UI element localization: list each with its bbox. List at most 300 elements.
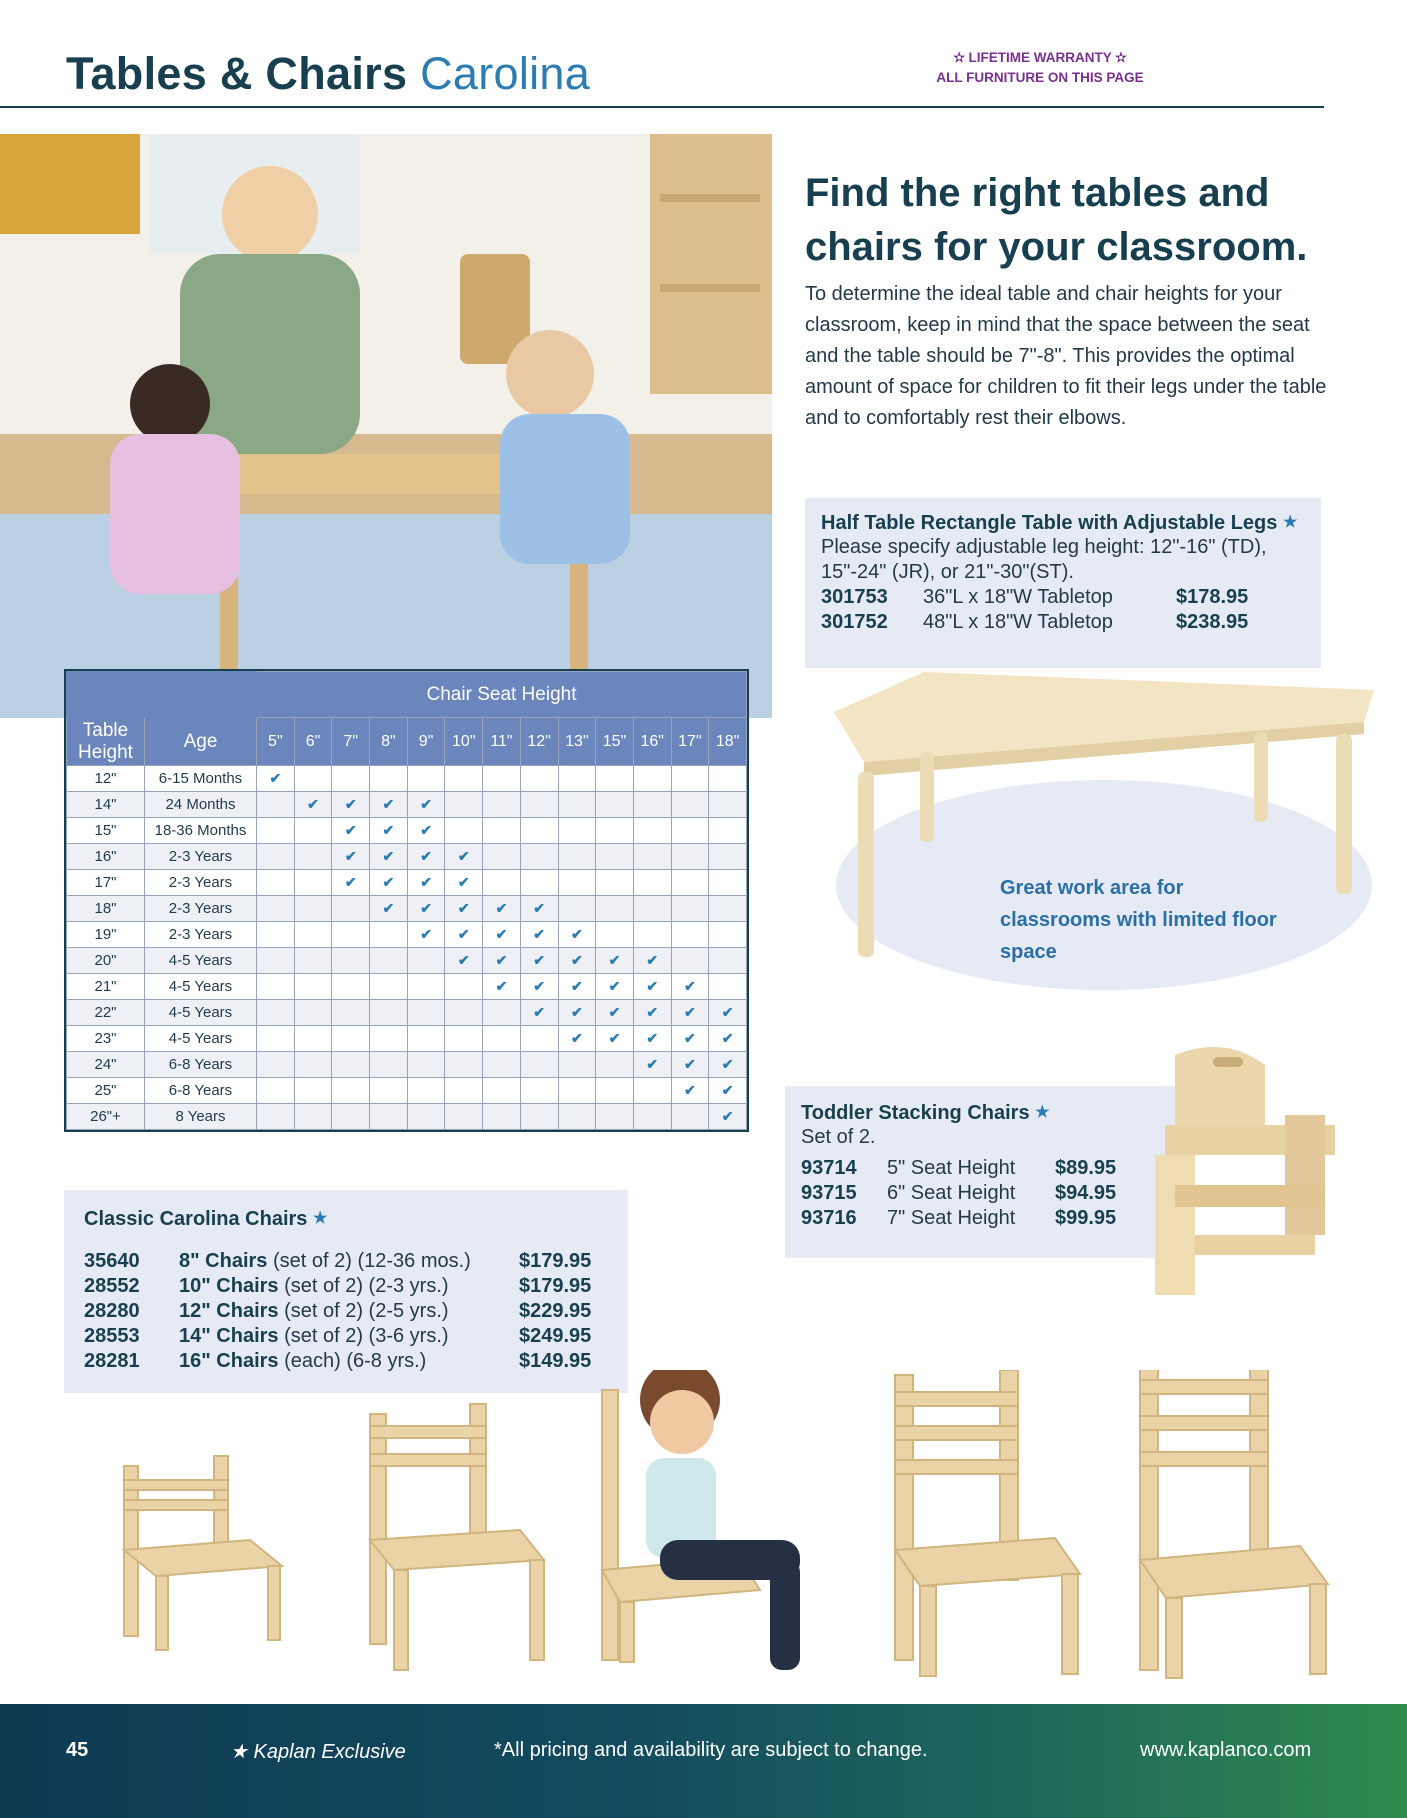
empty-cell bbox=[370, 1104, 408, 1130]
table-row bbox=[67, 870, 747, 896]
checkmark-icon: ✔ bbox=[445, 844, 483, 870]
cell-age: 2-3 Years bbox=[145, 922, 257, 948]
table-row bbox=[67, 922, 747, 948]
empty-cell bbox=[294, 844, 332, 870]
empty-cell bbox=[483, 766, 521, 792]
empty-cell bbox=[520, 792, 558, 818]
col-seat-height: 8" bbox=[370, 718, 408, 766]
half-table-desc: Please specify adjustable leg height: 12"-16" (TD), 15"-24" (JR), or 21"-30"(ST). bbox=[821, 536, 1267, 583]
empty-cell bbox=[445, 818, 483, 844]
checkmark-icon: ✔ bbox=[520, 896, 558, 922]
empty-cell bbox=[294, 766, 332, 792]
empty-cell bbox=[558, 1052, 596, 1078]
product-row bbox=[84, 1299, 608, 1324]
empty-cell bbox=[520, 870, 558, 896]
empty-cell bbox=[596, 818, 634, 844]
empty-cell bbox=[520, 1026, 558, 1052]
checkmark-icon: ✔ bbox=[596, 948, 634, 974]
empty-cell bbox=[257, 974, 295, 1000]
checkmark-icon: ✔ bbox=[257, 766, 295, 792]
empty-cell bbox=[596, 896, 634, 922]
toddler-chairs-box bbox=[785, 1086, 1185, 1258]
col-seat-height: 13" bbox=[558, 718, 596, 766]
empty-cell bbox=[445, 1000, 483, 1026]
empty-cell bbox=[332, 948, 370, 974]
empty-cell bbox=[294, 974, 332, 1000]
price: $179.95 bbox=[519, 1275, 592, 1297]
sku: 301752 bbox=[821, 611, 888, 633]
sku: 93715 bbox=[801, 1182, 857, 1204]
warranty-badge bbox=[900, 48, 1180, 88]
product-detail: (set of 2) (2-5 yrs.) bbox=[278, 1300, 449, 1322]
empty-cell bbox=[633, 870, 671, 896]
checkmark-icon: ✔ bbox=[445, 870, 483, 896]
empty-cell bbox=[332, 766, 370, 792]
checkmark-icon: ✔ bbox=[633, 1052, 671, 1078]
cell-age: 8 Years bbox=[145, 1104, 257, 1130]
product-row bbox=[84, 1324, 608, 1349]
empty-cell bbox=[257, 922, 295, 948]
checkmark-icon: ✔ bbox=[370, 818, 408, 844]
checkmark-icon: ✔ bbox=[520, 922, 558, 948]
empty-cell bbox=[558, 1078, 596, 1104]
cell-table-height: 23" bbox=[67, 1026, 145, 1052]
empty-cell bbox=[370, 1026, 408, 1052]
checkmark-icon: ✔ bbox=[332, 870, 370, 896]
empty-cell bbox=[709, 818, 747, 844]
price: $179.95 bbox=[519, 1250, 592, 1272]
cell-table-height: 20" bbox=[67, 948, 145, 974]
table-row bbox=[67, 1000, 747, 1026]
checkmark-icon: ✔ bbox=[671, 974, 709, 1000]
product-name: 8" Chairs bbox=[179, 1250, 268, 1272]
price: $229.95 bbox=[519, 1300, 592, 1322]
empty-cell bbox=[596, 766, 634, 792]
empty-cell bbox=[445, 974, 483, 1000]
empty-cell bbox=[294, 948, 332, 974]
checkmark-icon: ✔ bbox=[709, 1052, 747, 1078]
empty-cell bbox=[257, 1078, 295, 1104]
table-row bbox=[67, 1052, 747, 1078]
empty-cell bbox=[671, 896, 709, 922]
product-name: 14" Chairs bbox=[179, 1325, 279, 1347]
empty-cell bbox=[257, 1026, 295, 1052]
chart-super-header: Chair Seat Height bbox=[257, 672, 747, 718]
checkmark-icon: ✔ bbox=[370, 844, 408, 870]
empty-cell bbox=[294, 1078, 332, 1104]
empty-cell bbox=[633, 818, 671, 844]
classic-chairs-box bbox=[64, 1190, 628, 1393]
cell-age: 4-5 Years bbox=[145, 948, 257, 974]
col-seat-height: 11" bbox=[483, 718, 521, 766]
empty-cell bbox=[709, 870, 747, 896]
empty-cell bbox=[483, 1000, 521, 1026]
checkmark-icon: ✔ bbox=[709, 1104, 747, 1130]
checkmark-icon: ✔ bbox=[332, 818, 370, 844]
price: $178.95 bbox=[1176, 586, 1249, 608]
cell-age: 6-15 Months bbox=[145, 766, 257, 792]
sku: 93714 bbox=[801, 1157, 857, 1179]
toddler-chairs-desc: Set of 2. bbox=[801, 1126, 876, 1148]
warranty-line1: ✫ LIFETIME WARRANTY ✫ bbox=[953, 50, 1127, 65]
empty-cell bbox=[407, 1104, 445, 1130]
website-link[interactable]: www.kaplanco.com bbox=[1140, 1739, 1312, 1761]
checkmark-icon: ✔ bbox=[558, 1026, 596, 1052]
empty-cell bbox=[483, 870, 521, 896]
empty-cell bbox=[294, 1052, 332, 1078]
checkmark-icon: ✔ bbox=[596, 974, 634, 1000]
empty-cell bbox=[633, 766, 671, 792]
half-table-title bbox=[821, 512, 1305, 535]
sku: 28552 bbox=[84, 1275, 140, 1297]
cell-age: 2-3 Years bbox=[145, 870, 257, 896]
classroom-photo bbox=[0, 134, 772, 718]
col-seat-height: 17" bbox=[671, 718, 709, 766]
empty-cell bbox=[257, 870, 295, 896]
col-age: Age bbox=[145, 718, 257, 766]
empty-cell bbox=[332, 1078, 370, 1104]
empty-cell bbox=[596, 792, 634, 818]
empty-cell bbox=[633, 922, 671, 948]
toddler-chairs-title-text: Toddler Stacking Chairs bbox=[801, 1102, 1030, 1124]
empty-cell bbox=[520, 1078, 558, 1104]
cell-table-height: 18" bbox=[67, 896, 145, 922]
product-desc bbox=[179, 1299, 519, 1324]
product-row bbox=[84, 1274, 608, 1299]
empty-cell bbox=[332, 974, 370, 1000]
kaplan-exclusive-note: ★ Kaplan Exclusive bbox=[230, 1741, 406, 1763]
empty-cell bbox=[294, 1026, 332, 1052]
empty-cell bbox=[445, 1026, 483, 1052]
checkmark-icon: ✔ bbox=[407, 922, 445, 948]
product-row bbox=[801, 1181, 1169, 1206]
empty-cell bbox=[257, 1052, 295, 1078]
cell-table-height: 15" bbox=[67, 818, 145, 844]
empty-cell bbox=[257, 1104, 295, 1130]
sku: 93716 bbox=[801, 1207, 857, 1229]
table-row bbox=[67, 766, 747, 792]
empty-cell bbox=[596, 870, 634, 896]
checkmark-icon: ✔ bbox=[520, 1000, 558, 1026]
empty-cell bbox=[332, 1104, 370, 1130]
checkmark-icon: ✔ bbox=[407, 792, 445, 818]
empty-cell bbox=[445, 766, 483, 792]
table-row bbox=[67, 1104, 747, 1130]
empty-cell bbox=[332, 1052, 370, 1078]
cell-age: 6-8 Years bbox=[145, 1052, 257, 1078]
col-seat-height: 6" bbox=[294, 718, 332, 766]
checkmark-icon: ✔ bbox=[370, 896, 408, 922]
empty-cell bbox=[671, 844, 709, 870]
checkmark-icon: ✔ bbox=[294, 792, 332, 818]
empty-cell bbox=[596, 922, 634, 948]
empty-cell bbox=[407, 1026, 445, 1052]
cell-table-height: 16" bbox=[67, 844, 145, 870]
empty-cell bbox=[332, 896, 370, 922]
empty-cell bbox=[483, 1078, 521, 1104]
empty-cell bbox=[709, 974, 747, 1000]
empty-cell bbox=[294, 1104, 332, 1130]
checkmark-icon: ✔ bbox=[633, 1026, 671, 1052]
cell-age: 2-3 Years bbox=[145, 896, 257, 922]
empty-cell bbox=[596, 1052, 634, 1078]
cell-table-height: 12" bbox=[67, 766, 145, 792]
product-name: 16" Chairs bbox=[179, 1350, 279, 1372]
product-row bbox=[84, 1249, 608, 1274]
checkmark-icon: ✔ bbox=[558, 948, 596, 974]
empty-cell bbox=[520, 1104, 558, 1130]
checkmark-icon: ✔ bbox=[633, 1000, 671, 1026]
empty-cell bbox=[709, 766, 747, 792]
empty-cell bbox=[558, 792, 596, 818]
empty-cell bbox=[709, 922, 747, 948]
product-detail: (set of 2) (12-36 mos.) bbox=[267, 1250, 471, 1272]
empty-cell bbox=[445, 792, 483, 818]
half-table-title-text: Half Table Rectangle Table with Adjustable Legs bbox=[821, 512, 1278, 534]
page-title-bold: Tables & Chairs bbox=[66, 48, 408, 99]
empty-cell bbox=[294, 870, 332, 896]
checkmark-icon: ✔ bbox=[407, 844, 445, 870]
cell-table-height: 25" bbox=[67, 1078, 145, 1104]
checkmark-icon: ✔ bbox=[596, 1026, 634, 1052]
table-row bbox=[67, 948, 747, 974]
checkmark-icon: ✔ bbox=[407, 870, 445, 896]
checkmark-icon: ✔ bbox=[596, 1000, 634, 1026]
product-row bbox=[801, 1206, 1169, 1231]
empty-cell bbox=[709, 792, 747, 818]
checkmark-icon: ✔ bbox=[558, 974, 596, 1000]
table-row bbox=[67, 818, 747, 844]
checkmark-icon: ✔ bbox=[671, 1078, 709, 1104]
empty-cell bbox=[709, 948, 747, 974]
cell-age: 18-36 Months bbox=[145, 818, 257, 844]
checkmark-icon: ✔ bbox=[483, 922, 521, 948]
classic-chairs-title bbox=[84, 1208, 608, 1231]
toddler-chairs-title bbox=[801, 1102, 1169, 1125]
cell-table-height: 21" bbox=[67, 974, 145, 1000]
empty-cell bbox=[370, 922, 408, 948]
product-desc: 7" Seat Height bbox=[887, 1207, 1016, 1229]
intro-body: To determine the ideal table and chair heights for your classroom, keep in mind that the space between the seat and the table should be 7"-8". This provides the optimal amount of space for children to fit their legs under the table and to comfortably rest their elbows. bbox=[805, 283, 1327, 429]
empty-cell bbox=[520, 1052, 558, 1078]
product-row bbox=[801, 1156, 1169, 1181]
col-seat-height: 5" bbox=[257, 718, 295, 766]
sku: 301753 bbox=[821, 586, 888, 608]
empty-cell bbox=[370, 948, 408, 974]
empty-cell bbox=[332, 922, 370, 948]
product-row bbox=[821, 585, 1305, 610]
page-title-light: Carolina bbox=[420, 48, 591, 99]
product-desc: 5" Seat Height bbox=[887, 1157, 1016, 1179]
col-seat-height: 15" bbox=[596, 718, 634, 766]
empty-cell bbox=[332, 1000, 370, 1026]
cell-table-height: 26"+ bbox=[67, 1104, 145, 1130]
cell-age: 4-5 Years bbox=[145, 974, 257, 1000]
product-name: 12" Chairs bbox=[179, 1300, 279, 1322]
empty-cell bbox=[257, 896, 295, 922]
product-desc bbox=[179, 1249, 519, 1274]
col-seat-height: 18" bbox=[709, 718, 747, 766]
checkmark-icon: ✔ bbox=[558, 922, 596, 948]
half-table-box bbox=[805, 498, 1321, 668]
product-row bbox=[821, 610, 1305, 635]
table-row bbox=[67, 896, 747, 922]
empty-cell bbox=[671, 922, 709, 948]
warranty-line2: ALL FURNITURE ON THIS PAGE bbox=[936, 70, 1144, 85]
empty-cell bbox=[483, 844, 521, 870]
page-footer bbox=[0, 1704, 1407, 1818]
empty-cell bbox=[407, 974, 445, 1000]
checkmark-icon: ✔ bbox=[709, 1078, 747, 1104]
empty-cell bbox=[407, 948, 445, 974]
product-desc: 6" Seat Height bbox=[887, 1182, 1016, 1204]
checkmark-icon: ✔ bbox=[633, 974, 671, 1000]
checkmark-icon: ✔ bbox=[709, 1026, 747, 1052]
empty-cell bbox=[671, 1104, 709, 1130]
intro-heading: Find the right tables and chairs for your classroom. bbox=[805, 171, 1308, 269]
checkmark-icon: ✔ bbox=[671, 1000, 709, 1026]
col-seat-height: 10" bbox=[445, 718, 483, 766]
checkmark-icon: ✔ bbox=[332, 844, 370, 870]
empty-cell bbox=[257, 948, 295, 974]
empty-cell bbox=[445, 1078, 483, 1104]
col-table-height: Table Height bbox=[67, 718, 145, 766]
product-desc: 48"L x 18"W Tabletop bbox=[923, 611, 1113, 633]
star-icon: ★ bbox=[1035, 1104, 1050, 1121]
page-title bbox=[66, 48, 590, 100]
empty-cell bbox=[596, 1104, 634, 1130]
cell-table-height: 24" bbox=[67, 1052, 145, 1078]
empty-cell bbox=[709, 896, 747, 922]
empty-cell bbox=[483, 818, 521, 844]
checkmark-icon: ✔ bbox=[709, 1000, 747, 1026]
checkmark-icon: ✔ bbox=[332, 792, 370, 818]
empty-cell bbox=[483, 1052, 521, 1078]
checkmark-icon: ✔ bbox=[483, 948, 521, 974]
table-row bbox=[67, 1078, 747, 1104]
empty-cell bbox=[671, 792, 709, 818]
col-seat-height: 16" bbox=[633, 718, 671, 766]
checkmark-icon: ✔ bbox=[370, 870, 408, 896]
empty-cell bbox=[257, 792, 295, 818]
checkmark-icon: ✔ bbox=[407, 818, 445, 844]
product-detail: (set of 2) (3-6 yrs.) bbox=[278, 1325, 449, 1347]
col-seat-height: 7" bbox=[332, 718, 370, 766]
checkmark-icon: ✔ bbox=[407, 896, 445, 922]
table-row bbox=[67, 1026, 747, 1052]
checkmark-icon: ✔ bbox=[483, 974, 521, 1000]
header-rule bbox=[0, 106, 1324, 108]
product-desc: 36"L x 18"W Tabletop bbox=[923, 586, 1113, 608]
empty-cell bbox=[633, 1104, 671, 1130]
empty-cell bbox=[671, 948, 709, 974]
price: $249.95 bbox=[519, 1325, 592, 1347]
empty-cell bbox=[407, 766, 445, 792]
empty-cell bbox=[671, 766, 709, 792]
cell-age: 24 Months bbox=[145, 792, 257, 818]
checkmark-icon: ✔ bbox=[558, 1000, 596, 1026]
empty-cell bbox=[558, 870, 596, 896]
col-seat-height: 9" bbox=[407, 718, 445, 766]
star-icon: ★ bbox=[1282, 514, 1298, 531]
empty-cell bbox=[257, 818, 295, 844]
checkmark-icon: ✔ bbox=[633, 948, 671, 974]
empty-cell bbox=[558, 844, 596, 870]
empty-cell bbox=[445, 1104, 483, 1130]
empty-cell bbox=[671, 870, 709, 896]
empty-cell bbox=[294, 922, 332, 948]
empty-cell bbox=[709, 844, 747, 870]
seat-height-chart bbox=[64, 669, 749, 1132]
toddler-stacking-chairs-image bbox=[1135, 1035, 1345, 1305]
price: $94.95 bbox=[1055, 1182, 1117, 1204]
checkmark-icon: ✔ bbox=[520, 974, 558, 1000]
empty-cell bbox=[596, 1078, 634, 1104]
empty-cell bbox=[370, 1052, 408, 1078]
checkmark-icon: ✔ bbox=[445, 948, 483, 974]
price: $149.95 bbox=[519, 1350, 592, 1372]
empty-cell bbox=[596, 844, 634, 870]
table-row bbox=[67, 844, 747, 870]
product-name: 10" Chairs bbox=[179, 1275, 279, 1297]
empty-cell bbox=[370, 766, 408, 792]
empty-cell bbox=[483, 1104, 521, 1130]
empty-cell bbox=[257, 1000, 295, 1026]
half-table-caption: Great work area for classrooms with limited floor space bbox=[1000, 877, 1277, 963]
checkmark-icon: ✔ bbox=[445, 922, 483, 948]
checkmark-icon: ✔ bbox=[671, 1026, 709, 1052]
product-desc bbox=[179, 1274, 519, 1299]
page-number: 45 bbox=[66, 1739, 89, 1761]
pricing-note: *All pricing and availability are subject to change. bbox=[494, 1739, 928, 1761]
empty-cell bbox=[633, 792, 671, 818]
empty-cell bbox=[370, 1078, 408, 1104]
empty-cell bbox=[633, 844, 671, 870]
empty-cell bbox=[445, 1052, 483, 1078]
empty-cell bbox=[520, 818, 558, 844]
cell-table-height: 22" bbox=[67, 1000, 145, 1026]
classic-chairs-title-text: Classic Carolina Chairs bbox=[84, 1208, 308, 1230]
col-seat-height: 12" bbox=[520, 718, 558, 766]
price: $99.95 bbox=[1055, 1207, 1117, 1229]
table-row bbox=[67, 974, 747, 1000]
checkmark-icon: ✔ bbox=[483, 896, 521, 922]
cell-table-height: 14" bbox=[67, 792, 145, 818]
sku: 28280 bbox=[84, 1300, 140, 1322]
empty-cell bbox=[558, 766, 596, 792]
empty-cell bbox=[671, 818, 709, 844]
checkmark-icon: ✔ bbox=[671, 1052, 709, 1078]
price: $89.95 bbox=[1055, 1157, 1117, 1179]
empty-cell bbox=[633, 896, 671, 922]
empty-cell bbox=[558, 896, 596, 922]
empty-cell bbox=[294, 1000, 332, 1026]
empty-cell bbox=[558, 818, 596, 844]
cell-table-height: 17" bbox=[67, 870, 145, 896]
empty-cell bbox=[370, 974, 408, 1000]
empty-cell bbox=[407, 1078, 445, 1104]
empty-cell bbox=[257, 844, 295, 870]
cell-age: 6-8 Years bbox=[145, 1078, 257, 1104]
empty-cell bbox=[520, 844, 558, 870]
empty-cell bbox=[407, 1052, 445, 1078]
checkmark-icon: ✔ bbox=[520, 948, 558, 974]
sku: 28281 bbox=[84, 1350, 140, 1372]
checkmark-icon: ✔ bbox=[445, 896, 483, 922]
sku: 28553 bbox=[84, 1325, 140, 1347]
product-desc bbox=[179, 1324, 519, 1349]
empty-cell bbox=[558, 1104, 596, 1130]
